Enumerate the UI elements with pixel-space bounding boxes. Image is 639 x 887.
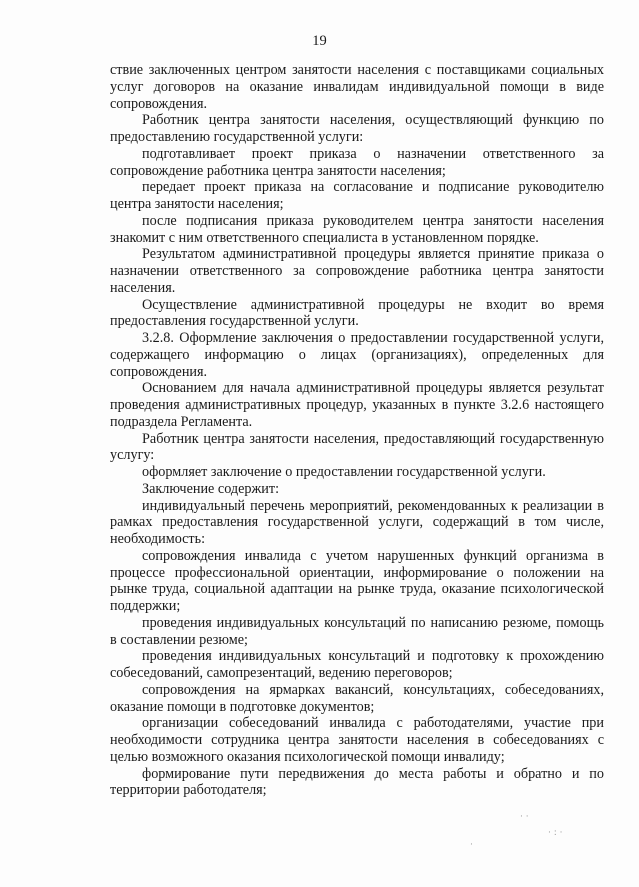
paragraph: Заключение содержит: [142, 480, 280, 497]
paragraph: Основанием для начала административной процедуры является результат проведения административных процедур, указанных в пункте 3.2.6 настоящего подраздела Регламента. [110, 380, 604, 430]
list-item: проведения индивидуальных консультаций по написанию резюме, помощь в составлении резюме; [110, 614, 604, 648]
paragraph: оформляет заключение о предоставлении государственной услуги. [142, 464, 546, 480]
page-number: 19 [312, 33, 327, 49]
scan-speck: · · [520, 812, 529, 822]
list-item: проведения индивидуальных консультаций и подготовку к прохождению собеседований, самопрезентаций, ведению переговоров; [110, 648, 604, 681]
list-item: сопровождения на ярмарках вакансий, консультациях, собеседованиях, оказание помощи в подготовке документов; [110, 681, 604, 715]
scan-speck: · : · [548, 828, 563, 838]
paragraph: после подписания приказа руководителем центра занятости населения знакомит с ним ответственного специалиста в установленном порядке. [110, 212, 604, 246]
scan-speck: · [470, 840, 473, 850]
paragraph: индивидуальный перечень мероприятий, рекомендованных к реализации в рамках предоставления государственной услуги, содержащий в том числе, необходимость: [110, 497, 604, 547]
section-heading-3-2-8: 3.2.8. Оформление заключения о предоставлении государственной услуги, содержащего информацию о лицах (организациях), определенных для сопровождения. [110, 330, 604, 380]
document-body [110, 62, 604, 799]
paragraph: Работник центра занятости населения, предоставляющий государственную услугу: [110, 430, 604, 464]
list-item: сопровождения инвалида с учетом нарушенных функций организма в процессе профессиональной ориентации, информирование о положении на рынке труда, социальной адаптации на рынке труда, оказание психологической поддержки; [110, 547, 604, 614]
paragraph: Работник центра занятости населения, осуществляющий функцию по предоставлению государственной услуги: [110, 112, 604, 145]
list-item: формирование пути передвижения до места работы и обратно и по территории работодателя; [110, 765, 604, 799]
list-item: организации собеседований инвалида с работодателями, участие при необходимости сотрудника центра занятости населения в собеседованиях с целью возможного оказания психологической помощи инвалиду; [110, 715, 604, 765]
paragraph: ствие заключенных центром занятости населения с поставщиками социальных услуг договоров на оказание инвалидам индивидуальной помощи в виде сопровождения. [110, 62, 604, 112]
paragraph: Осуществление административной процедуры не входит во время предоставления государственной услуги. [110, 296, 604, 330]
paragraph: подготавливает проект приказа о назначении ответственного за сопровождение работника центра занятости населения; [110, 145, 604, 179]
paragraph: Результатом административной процедуры является принятие приказа о назначении ответственного за сопровождение работника центра занятости населения. [110, 246, 604, 296]
paragraph: передает проект приказа на согласование и подписание руководителю центра занятости населения; [110, 179, 604, 212]
